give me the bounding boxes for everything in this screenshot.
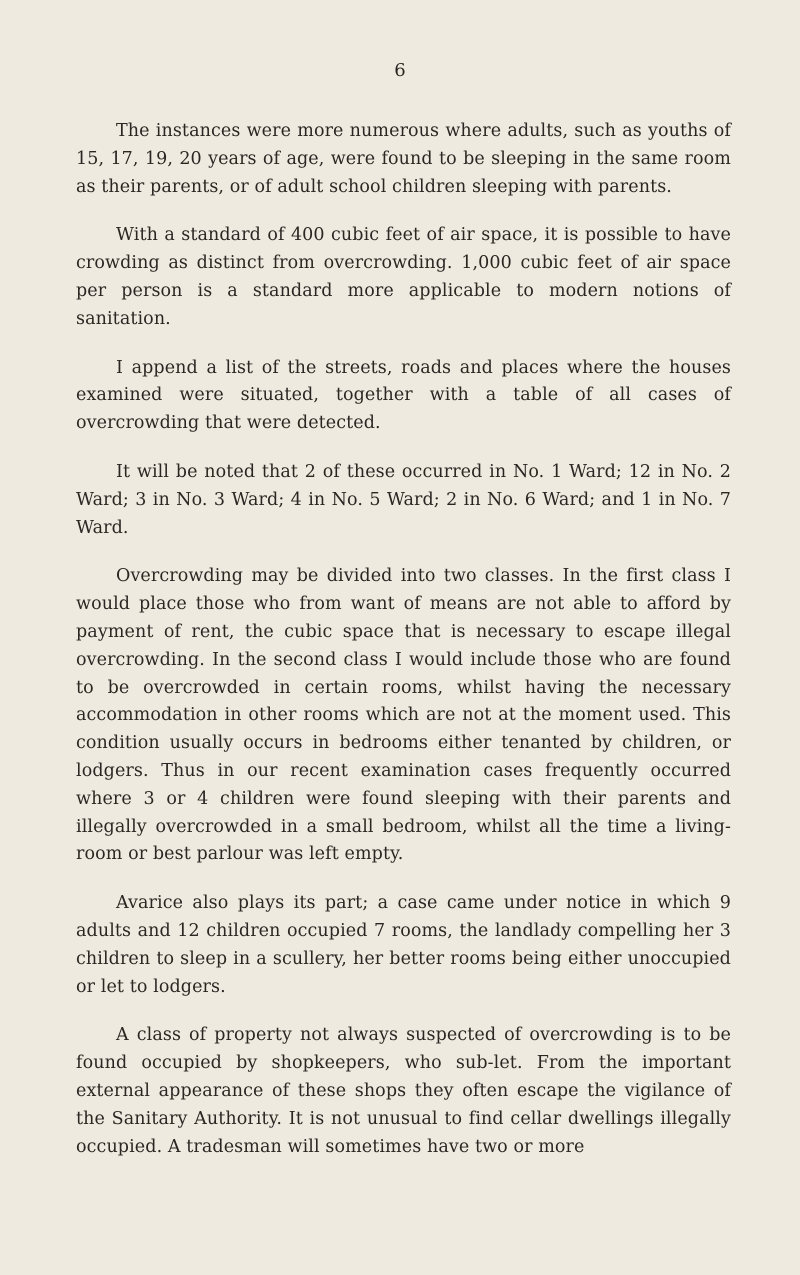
paragraph-6: Avarice also plays its part; a case came under notice in which 9 adults and 12 children occupied 7 rooms, the landlady compelling her 3 children to sleep in a scullery, her better rooms being either unoccupied or let to lodgers.	[76, 893, 731, 997]
page-number: 6	[394, 60, 406, 81]
paragraph-1: The instances were more numerous where adults, such as youths of 15, 17, 19, 20 years of age, were found to be sleeping in the same room as their parents, or of adult school children sleeping with parents.	[76, 121, 731, 197]
paragraph-4: It will be noted that 2 of these occurred in No. 1 Ward; 12 in No. 2 Ward; 3 in No. 3 Ward; 4 in No. 5 Ward; 2 in No. 6 Ward; and 1 in No. 7 Ward.	[76, 461, 731, 538]
body-text	[76, 118, 731, 1182]
paragraph-5: Overcrowding may be divided into two classes. In the first class I would place those who from want of means are not able to afford by payment of rent, the cubic space that is necessary to escape illegal overcrowding. In the second class I would include those who are found to be overcrowded in certain rooms, whilst having the necessary accommodation in other rooms which are not at the moment used. This condition usually occurs in bedrooms either tenanted by children, or lodgers. Thus in our recent examination cases frequently occurred where 3 or 4 children were found sleeping with their parents and illegally overcrowded in a small bedroom, whilst all the time a living-room or best parlour was left empty.	[76, 566, 731, 865]
paragraph-3: I append a list of the streets, roads and places where the houses examined were situated, together with a table of all cases of overcrowding that were detected.	[76, 357, 731, 434]
paragraph-7: A class of property not always suspected of overcrowding is to be found occupied by shopkeepers, who sub-let. From the important external appearance of these shops they often escape the vigilance of the Sanitary Authority. It is not unusual to find cellar dwellings illegally occupied. A tradesman will sometimes have two or more	[76, 1025, 731, 1157]
paragraph-2: With a standard of 400 cubic feet of air space, it is possible to have crowding as distinct from overcrowding. 1,000 cubic feet of air space per person is a standard more applicable to modern notions of sanitation.	[76, 225, 731, 329]
